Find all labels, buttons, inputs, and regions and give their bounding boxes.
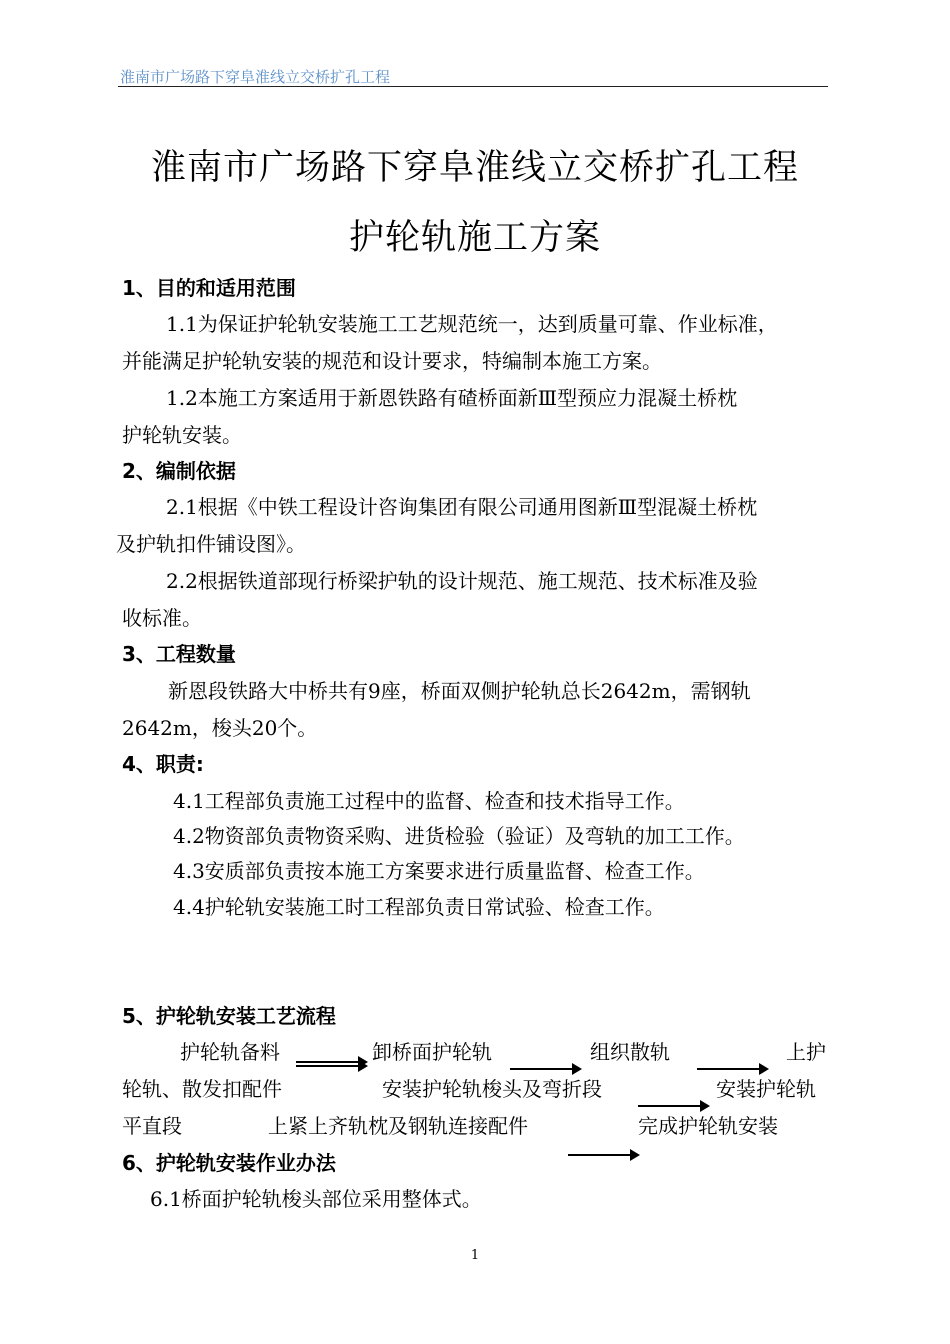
- section-1-heading: 1、目的和适用范围: [122, 276, 296, 300]
- flow-step-material-prep: 护轮轨备料: [180, 1040, 280, 1064]
- section-2-heading: 2、编制依据: [122, 459, 236, 483]
- section-4-heading: 4、职责:: [122, 752, 204, 776]
- flow-step-unload-rail: 卸桥面护轮轨: [372, 1040, 492, 1064]
- section-1-paragraph-1-line-1: 1.1为保证护轮轨安装施工工艺规范统一，达到质量可靠、作业标准，: [166, 312, 778, 336]
- responsibility-item-4: 4.4护轮轨安装施工时工程部负责日常试验、检查工作。: [173, 895, 665, 919]
- section-2-paragraph-2-line-1: 2.2根据铁道部现行桥梁护轨的设计规范、施工规范、技术标准及验: [166, 569, 758, 593]
- section-3-paragraph-line-1: 新恩段铁路大中桥共有9座，桥面双侧护轮轨总长2642m，需钢轨: [168, 679, 751, 703]
- flow-step-mount-guard-rail-start: 上护: [786, 1040, 826, 1064]
- section-5-heading: 5、护轮轨安装工艺流程: [122, 1004, 336, 1028]
- section-3-paragraph-line-2: 2642m，梭头20个。: [122, 716, 318, 740]
- section-1-paragraph-1-line-2: 并能满足护轮轨安装的规范和设计要求，特编制本施工方案。: [122, 349, 662, 373]
- section-6-paragraph: 6.1桥面护轮轨梭头部位采用整体式。: [150, 1187, 482, 1211]
- flow-step-straight-section: 平直段: [122, 1114, 182, 1138]
- flow-arrow-1: [296, 1061, 366, 1063]
- section-1-paragraph-2-line-1: 1.2本施工方案适用于新恩铁路有碴桥面新Ⅲ型预应力混凝土桥枕: [166, 386, 738, 410]
- flow-step-install-guard-rail: 安装护轮轨: [716, 1077, 816, 1101]
- flow-arrow-4: [296, 1065, 366, 1067]
- responsibility-item-2: 4.2物资部负责物资采购、进货检验（验证）及弯轨的加工工作。: [173, 824, 745, 848]
- flow-arrow-5: [638, 1105, 708, 1107]
- header-divider: [118, 86, 828, 87]
- responsibility-item-1: 4.1工程部负责施工过程中的监督、检查和技术指导工作。: [173, 789, 685, 813]
- section-2-paragraph-2-line-2: 收标准。: [122, 606, 202, 630]
- flow-step-distribute-fasteners: 轮轨、散发扣配件: [122, 1077, 282, 1101]
- flow-step-install-shuttle-head: 安装护轮轨梭头及弯折段: [382, 1077, 602, 1101]
- responsibility-item-3: 4.3安质部负责按本施工方案要求进行质量监督、检查工作。: [173, 859, 705, 883]
- section-3-heading: 3、工程数量: [122, 642, 236, 666]
- page-number: 1: [470, 1248, 480, 1263]
- flow-step-complete: 完成护轮轨安装: [638, 1114, 778, 1138]
- running-header: 淮南市广场路下穿阜淮线立交桥扩孔工程: [120, 68, 391, 86]
- flow-arrow-2: [510, 1068, 580, 1070]
- flow-step-distribute-rail: 组织散轨: [590, 1040, 670, 1064]
- section-6-heading: 6、护轮轨安装作业办法: [122, 1151, 336, 1175]
- document-title: 淮南市广场路下穿阜淮线立交桥扩孔工程: [150, 148, 799, 188]
- section-2-paragraph-1-line-2: 及护轨扣件铺设图》。: [116, 532, 306, 556]
- flow-arrow-6: [568, 1154, 638, 1156]
- flow-step-tighten-fittings: 上紧上齐轨枕及钢轨连接配件: [268, 1114, 528, 1138]
- flow-arrow-3: [697, 1068, 767, 1070]
- section-1-paragraph-2-line-2: 护轮轨安装。: [122, 423, 242, 447]
- section-2-paragraph-1-line-1: 2.1根据《中铁工程设计咨询集团有限公司通用图新Ⅲ型混凝土桥枕: [166, 495, 758, 519]
- document-subtitle: 护轮轨施工方案: [348, 218, 601, 258]
